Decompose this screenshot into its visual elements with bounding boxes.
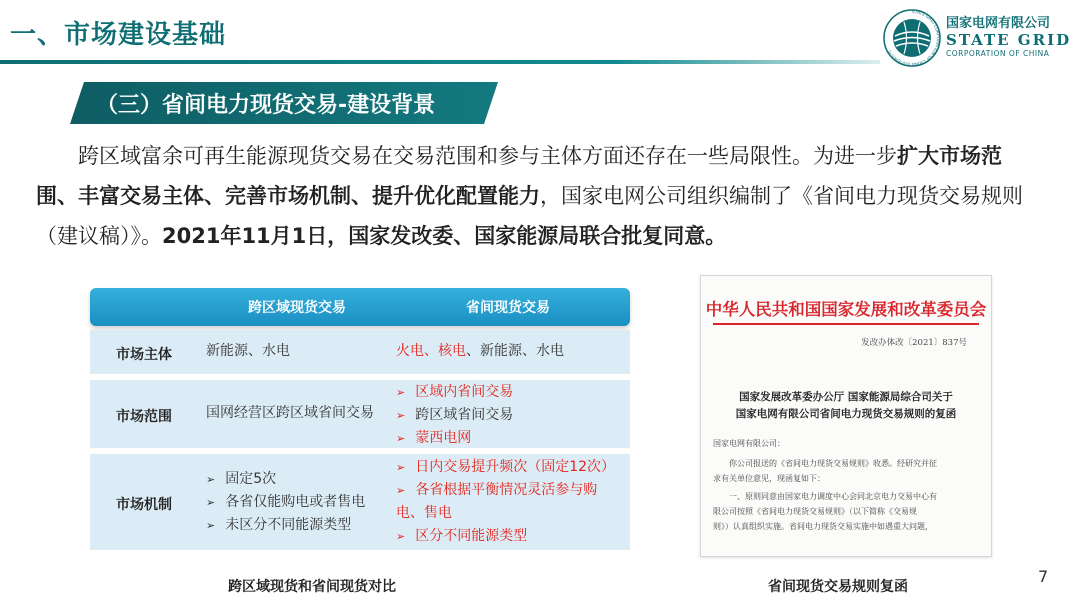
list-item: ➢ 固定5次 bbox=[206, 471, 277, 487]
doc-addressee: 国家电网有限公司： bbox=[713, 439, 785, 448]
list-item: ➢ 各省仅能购电或者售电 bbox=[206, 494, 366, 510]
arrow-bullet-icon: ➢ bbox=[206, 496, 216, 509]
arrow-bullet-icon: ➢ bbox=[396, 386, 406, 399]
logo-ring-text: STATE GRID CORPORATION OF CHINA 国家电网公司 bbox=[886, 8, 941, 68]
cross-cell: 国网经营区跨区域省间交易 bbox=[206, 405, 374, 421]
arrow-bullet-icon: ➢ bbox=[396, 409, 406, 422]
table-row bbox=[90, 380, 630, 448]
table-header bbox=[90, 288, 630, 326]
header-inter-province: 省间现货交易 bbox=[466, 300, 550, 316]
doc-title-line: 国家电网有限公司省间电力现货交易规则的复函 bbox=[735, 408, 957, 420]
doc-red-rule bbox=[713, 323, 979, 325]
arrow-bullet-icon: ➢ bbox=[206, 519, 216, 532]
brand-cn: 国家电网有限公司 bbox=[946, 16, 1051, 31]
prov-cell bbox=[396, 456, 615, 548]
brand-sub: CORPORATION OF CHINA bbox=[946, 49, 1050, 58]
doc-title-line: 国家发展改革委办公厅 国家能源局综合司关于 bbox=[739, 391, 953, 403]
row-label: 市场范围 bbox=[116, 409, 172, 425]
list-item: ➢ 各省根据平衡情况灵活参与购 bbox=[396, 482, 598, 498]
para-bold-2: 2021年11月1日，国家发改委、国家能源局联合批复同意。 bbox=[162, 224, 727, 248]
arrow-bullet-icon: ➢ bbox=[396, 461, 406, 474]
para-text-1: 跨区域富余可再生能源现货交易在交易范围和参与主体方面还存在一些局限性。为进一步 bbox=[78, 144, 897, 168]
para-text-2: ，国家电网公司组织编制了《省间电力现货交易规则（建议稿）》。 bbox=[36, 184, 1023, 248]
approval-letter-image bbox=[700, 275, 992, 557]
list-item: ➢ 未区分不同能源类型 bbox=[206, 517, 352, 533]
row-label: 市场主体 bbox=[116, 347, 172, 363]
header bbox=[0, 0, 1080, 68]
section-title: （三）省间电力现货交易-建设背景 bbox=[96, 93, 436, 118]
doc-title bbox=[701, 389, 991, 423]
table-row bbox=[90, 330, 630, 374]
state-grid-logo-icon bbox=[882, 8, 942, 68]
doc-number: 发改办体改〔2021〕837号 bbox=[861, 338, 967, 348]
list-item: ➢ 跨区域省间交易 bbox=[396, 407, 514, 423]
arrow-bullet-icon: ➢ bbox=[396, 484, 406, 497]
brand bbox=[946, 12, 1076, 58]
table-row bbox=[90, 454, 630, 550]
list-item: ➢ 日内交易提升频次（固定12次） bbox=[396, 459, 616, 475]
prov-red-text: 火电、核电 bbox=[396, 343, 466, 359]
intro-paragraph bbox=[36, 136, 1036, 256]
page-title: 一、市场建设基础 bbox=[10, 20, 227, 50]
brand-en: STATE GRID bbox=[946, 31, 1072, 49]
header-divider bbox=[0, 60, 880, 64]
list-item: ➢ 蒙西电网 bbox=[396, 430, 472, 446]
para-bold-1: 扩大市场范围、丰富交易主体、完善市场机制、提升优化配置能力 bbox=[36, 144, 1002, 208]
arrow-bullet-icon: ➢ bbox=[396, 530, 406, 543]
doc-body-line: 则》）认真组织实施。省间电力现货交易实施中如遇重大问题， bbox=[713, 522, 933, 531]
doc-body-line: 一、原则同意由国家电力调度中心会同北京电力交易中心有 bbox=[729, 492, 937, 501]
doc-body-line: 你公司报送的《省间电力现货交易规则》收悉。经研究并征 bbox=[729, 459, 937, 468]
prov-black-text: 、新能源、水电 bbox=[466, 343, 564, 359]
header-cross-region: 跨区域现货交易 bbox=[248, 300, 346, 316]
prov-cell bbox=[396, 381, 513, 450]
doc-body-line: 限公司按照《省间电力现货交易规则》（以下简称《交易规 bbox=[713, 507, 917, 516]
cross-cell: 新能源、水电 bbox=[206, 343, 290, 359]
cross-cell bbox=[206, 468, 365, 537]
list-item: 电、售电 bbox=[396, 505, 452, 521]
doc-header: 中华人民共和国国家发展和改革委员会 bbox=[705, 300, 987, 319]
arrow-bullet-icon: ➢ bbox=[396, 432, 406, 445]
arrow-bullet-icon: ➢ bbox=[206, 473, 216, 486]
list-item: ➢ 区域内省间交易 bbox=[396, 384, 514, 400]
row-label: 市场机制 bbox=[116, 497, 172, 513]
list-item: ➢ 区分不同能源类型 bbox=[396, 528, 528, 544]
prov-cell bbox=[396, 340, 564, 363]
page-number: 7 bbox=[1038, 567, 1049, 586]
document-caption: 省间现货交易规则复函 bbox=[768, 579, 908, 595]
doc-body-line: 求有关单位意见，现函复如下： bbox=[713, 474, 825, 483]
table-caption: 跨区域现货和省间现货对比 bbox=[228, 579, 396, 595]
